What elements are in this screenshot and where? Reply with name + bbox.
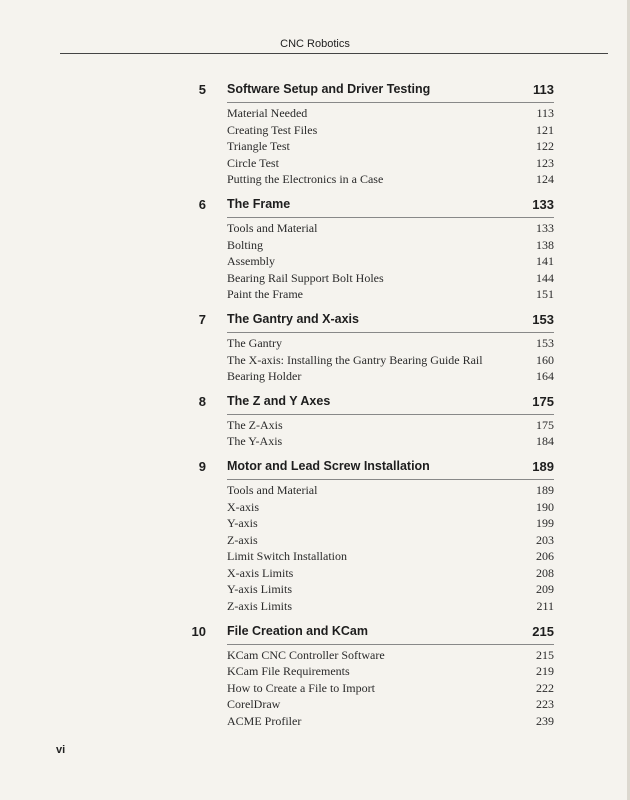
- toc-entry: [0, 582, 630, 599]
- entry-title: Tools and Material: [227, 220, 318, 235]
- chapter-page-number: 113: [533, 82, 554, 97]
- entry-title: Creating Test Files: [227, 122, 318, 137]
- chapter-page-number: 189: [532, 458, 554, 474]
- toc-entry: [0, 599, 630, 616]
- entry-title: How to Create a File to Import: [227, 680, 375, 695]
- toc-entry: [0, 648, 630, 665]
- entry-page-number: 164: [536, 369, 554, 384]
- entry-title: Y-axis: [227, 516, 258, 531]
- entry-page-number: 123: [536, 155, 554, 170]
- chapter-title: The Frame: [227, 196, 291, 211]
- entry-title: Triangle Test: [227, 139, 290, 154]
- entry-title: KCam File Requirements: [227, 664, 350, 679]
- chapter-rule: [227, 479, 554, 480]
- chapter-rule: [227, 414, 554, 415]
- toc-entry: [0, 336, 630, 353]
- entry-page-number: 189: [536, 482, 554, 497]
- chapter-number: 6: [198, 196, 206, 212]
- entry-title: Limit Switch Installation: [227, 549, 347, 564]
- toc-entry: [0, 664, 630, 681]
- toc-entry: [0, 287, 630, 304]
- chapter-title: The Gantry and X-axis: [227, 311, 359, 326]
- toc-chapter: [0, 451, 630, 616]
- chapter-rule: [227, 102, 554, 103]
- toc-entry: [0, 533, 630, 550]
- entry-page-number: 222: [536, 680, 554, 695]
- toc-entry: [0, 483, 630, 500]
- toc-entry: [0, 271, 630, 288]
- entry-page-number: 211: [536, 599, 554, 614]
- toc-entry: [0, 500, 630, 517]
- chapter-page-number: 153: [532, 311, 554, 327]
- entry-page-number: 160: [536, 352, 554, 367]
- entry-page-number: 141: [536, 254, 554, 269]
- entry-title: Z-axis: [227, 532, 258, 547]
- entry-page-number: 153: [536, 335, 554, 350]
- toc-entry: [0, 221, 630, 238]
- entry-title: The Gantry: [227, 335, 282, 350]
- entry-page-number: 175: [536, 417, 554, 432]
- entry-page-number: 124: [536, 172, 554, 187]
- chapter-heading-row: [0, 616, 630, 640]
- toc-entry: [0, 238, 630, 255]
- chapter-number: 7: [198, 311, 206, 327]
- chapter-entries: [0, 410, 630, 451]
- chapter-heading-row: [0, 451, 630, 475]
- entry-page-number: 122: [536, 139, 554, 154]
- chapter-page-number: 133: [532, 196, 554, 212]
- entry-page-number: 203: [536, 532, 554, 547]
- entry-page-number: 239: [536, 714, 554, 729]
- toc-chapter: [0, 616, 630, 731]
- chapter-number: 5: [198, 82, 206, 97]
- entry-title: CorelDraw: [227, 697, 281, 712]
- toc-chapter: [0, 74, 630, 189]
- toc-entry: [0, 516, 630, 533]
- entry-page-number: 151: [536, 287, 554, 302]
- header-rule: [60, 53, 608, 54]
- entry-title: Bearing Rail Support Bolt Holes: [227, 270, 384, 285]
- entry-title: Bolting: [227, 237, 264, 252]
- entry-page-number: 208: [536, 565, 554, 580]
- chapter-title: File Creation and KCam: [227, 623, 368, 638]
- entry-page-number: 190: [536, 499, 554, 514]
- entry-title: KCam CNC Controller Software: [227, 647, 385, 662]
- chapter-title: Motor and Lead Screw Installation: [227, 458, 430, 473]
- chapter-page-number: 215: [532, 623, 554, 639]
- entry-page-number: 184: [536, 434, 554, 449]
- entry-title: X-axis Limits: [227, 565, 294, 580]
- chapter-number: 9: [198, 458, 206, 474]
- entry-page-number: 206: [536, 549, 554, 564]
- entry-title: Bearing Holder: [227, 369, 302, 384]
- chapter-title: Software Setup and Driver Testing: [227, 82, 431, 96]
- entry-page-number: 215: [536, 647, 554, 662]
- toc-entry: [0, 123, 630, 140]
- chapter-entries: [0, 328, 630, 386]
- toc-chapter: [0, 304, 630, 386]
- chapter-number: 10: [191, 623, 206, 639]
- chapter-heading-row: [0, 386, 630, 410]
- toc-entry: [0, 714, 630, 731]
- toc-entry: [0, 697, 630, 714]
- entry-title: Assembly: [227, 254, 275, 269]
- toc-entry: [0, 156, 630, 173]
- entry-page-number: 133: [536, 220, 554, 235]
- toc-entry: [0, 353, 630, 370]
- entry-page-number: 223: [536, 697, 554, 712]
- toc-entry: [0, 139, 630, 156]
- entry-page-number: 144: [536, 270, 554, 285]
- chapter-entries: [0, 640, 630, 731]
- chapter-rule: [227, 644, 554, 645]
- chapter-heading-row: [0, 189, 630, 213]
- entry-title: Putting the Electronics in a Case: [227, 172, 384, 187]
- toc-entry: [0, 106, 630, 123]
- toc-entry: [0, 549, 630, 566]
- entry-page-number: 113: [536, 106, 554, 120]
- toc-chapter: [0, 189, 630, 304]
- entry-page-number: 138: [536, 237, 554, 252]
- table-of-contents: [0, 74, 630, 731]
- entry-title: ACME Profiler: [227, 714, 302, 729]
- entry-title: Tools and Material: [227, 482, 318, 497]
- entry-title: The Z-Axis: [227, 417, 283, 432]
- toc-entry: [0, 566, 630, 583]
- entry-title: Circle Test: [227, 155, 279, 170]
- chapter-rule: [227, 332, 554, 333]
- entry-title: Paint the Frame: [227, 287, 303, 302]
- page-folio: vi: [56, 744, 66, 756]
- chapter-heading-row: [0, 304, 630, 328]
- chapter-entries: [0, 213, 630, 304]
- entry-title: Z-axis Limits: [227, 599, 292, 614]
- chapter-page-number: 175: [532, 393, 554, 409]
- toc-entry: [0, 172, 630, 189]
- chapter-entries: [0, 98, 630, 189]
- entry-title: The X-axis: Installing the Gantry Bearing Guide Rail: [227, 352, 483, 367]
- chapter-number: 8: [198, 393, 206, 409]
- chapter-title: The Z and Y Axes: [227, 393, 331, 408]
- toc-entry: [0, 369, 630, 386]
- entry-title: Y-axis Limits: [227, 582, 292, 597]
- entry-page-number: 199: [536, 516, 554, 531]
- toc-entry: [0, 434, 630, 451]
- entry-title: Material Needed: [227, 106, 308, 120]
- running-header: CNC Robotics: [280, 38, 350, 50]
- entry-page-number: 219: [536, 664, 554, 679]
- toc-entry: [0, 254, 630, 271]
- toc-chapter: [0, 386, 630, 451]
- toc-entry: [0, 418, 630, 435]
- entry-page-number: 209: [536, 582, 554, 597]
- toc-entry: [0, 681, 630, 698]
- entry-page-number: 121: [536, 122, 554, 137]
- entry-title: The Y-Axis: [227, 434, 283, 449]
- chapter-rule: [227, 217, 554, 218]
- chapter-entries: [0, 475, 630, 616]
- chapter-heading-row: [0, 74, 630, 98]
- entry-title: X-axis: [227, 499, 259, 514]
